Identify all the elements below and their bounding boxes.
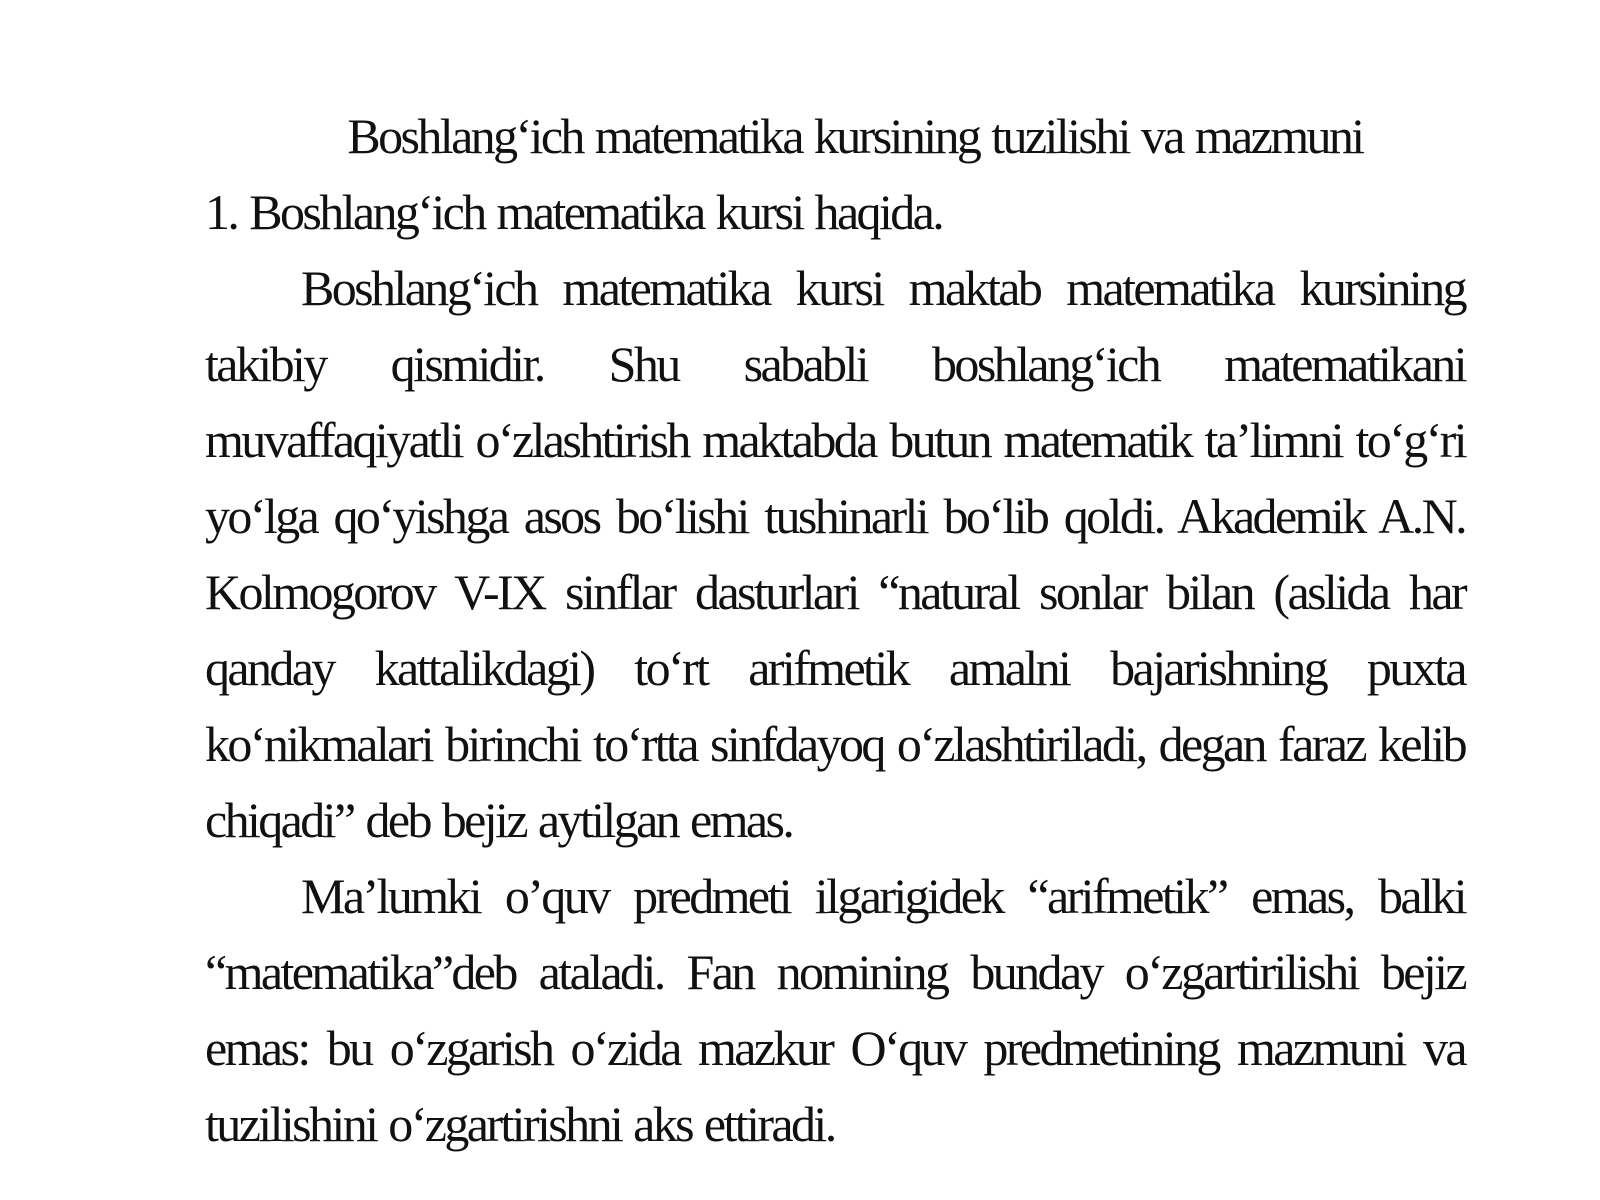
document-body	[205, 98, 1465, 1162]
document-title: Boshlang‘ich matematika kursining tuzilishi va mazmuni	[347, 108, 1363, 164]
paragraph-2: Ma’lumki o’quv predmeti ilgarigidek “arifmetik” emas, balki “matematika”deb ataladi. Fan nomining bunday o‘zgartirilishi bejiz emas: bu o‘zgarish o‘zida mazkur O‘quv predmetining mazmuni va tuzilishini o‘zgartirishni aks ettiradi.	[205, 868, 1465, 1152]
section-heading: 1. Boshlang‘ich matematika kursi haqida.	[205, 184, 943, 240]
paragraph-1: Boshlang‘ich matematika kursi maktab matematika kursining takibiy qismidir. Shu sababli boshlang‘ich matematikani muvaffaqiyatli o‘zlashtirish maktabda butun matematik ta’limni to‘g‘ri yo‘lga qo‘yishga asos bo‘lishi tushinarli bo‘lib qoldi. Akademik A.N. Kolmogorov V-IX sinflar dasturlari “natural sonlar bilan (aslida har qanday kattalikdagi) to‘rt arifmetik amalni bajarishning puxta ko‘nikmalari birinchi to‘rtta sinfdayoq o‘zlashtiriladi, degan faraz kelib chiqadi” deb bejiz aytilgan emas.	[205, 260, 1465, 848]
